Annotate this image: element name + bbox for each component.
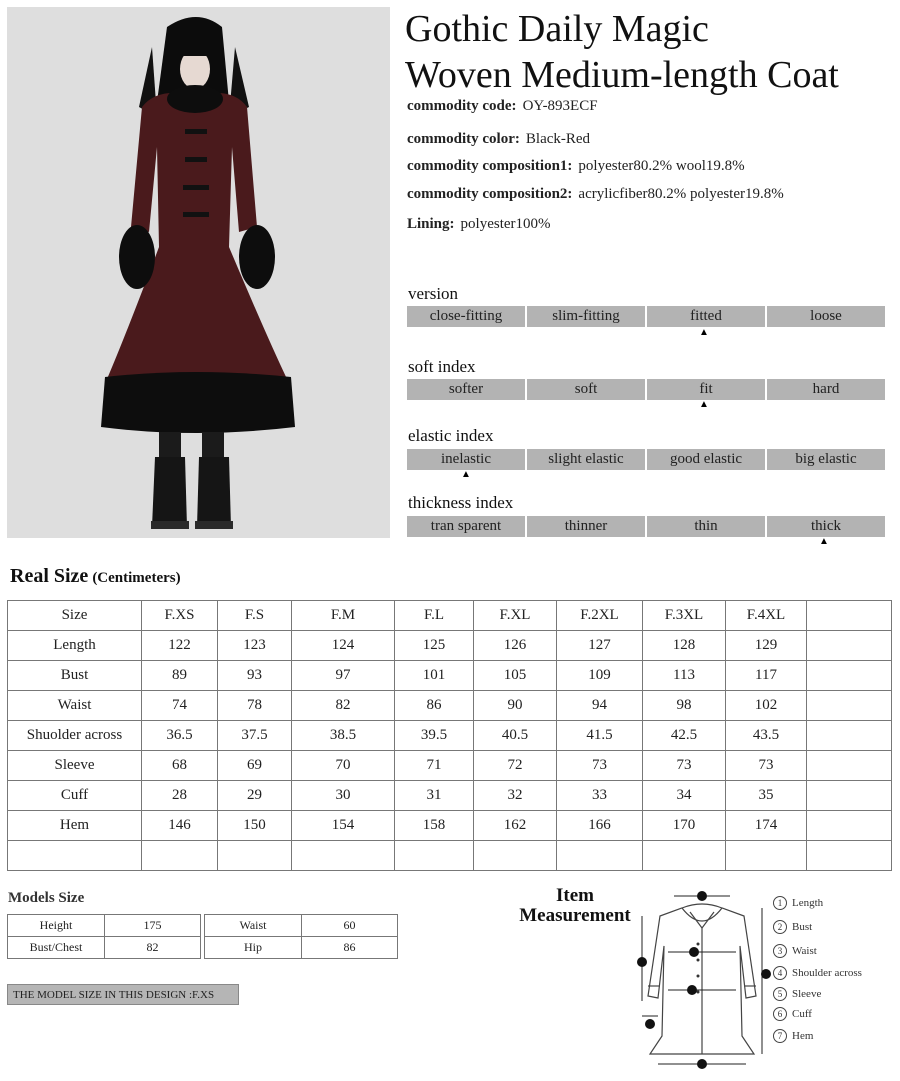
scale-option: loose xyxy=(767,306,885,327)
model-measure-label: Waist xyxy=(205,915,302,937)
size-header-cell: F.M xyxy=(292,601,395,631)
spec-value: acrylicfiber80.2% polyester19.8% xyxy=(578,186,784,202)
size-value-cell: 109 xyxy=(557,661,643,691)
scale-option: slight elastic xyxy=(527,449,645,470)
scale-option: fitted xyxy=(647,306,765,327)
size-value-cell xyxy=(292,841,395,871)
legend-sleeve xyxy=(773,987,821,1001)
thickness-index-scale xyxy=(407,516,885,537)
legend-number: 1 xyxy=(773,896,787,910)
legend-waist xyxy=(773,944,817,958)
size-value-cell: 162 xyxy=(474,811,557,841)
elastic-selected-marker: ▲ xyxy=(461,469,471,480)
size-value-cell: 68 xyxy=(142,751,218,781)
legend-label: Length xyxy=(792,897,824,909)
size-value-cell: 30 xyxy=(292,781,395,811)
size-value-cell: 126 xyxy=(474,631,557,661)
table-row xyxy=(8,661,892,691)
legend-hem xyxy=(773,1029,813,1043)
table-row xyxy=(205,915,398,937)
table-row xyxy=(8,937,201,959)
elastic-index-scale xyxy=(407,449,885,470)
spec-value: Black-Red xyxy=(525,131,591,147)
size-value-cell: 97 xyxy=(292,661,395,691)
size-value-cell xyxy=(807,661,892,691)
legend-number: 5 xyxy=(773,987,787,1001)
spec-label: Lining: xyxy=(407,216,455,232)
size-value-cell xyxy=(807,781,892,811)
spec-value: polyester100% xyxy=(460,216,551,232)
table-row xyxy=(8,721,892,751)
size-value-cell: 158 xyxy=(395,811,474,841)
size-value-cell: 125 xyxy=(395,631,474,661)
size-value-cell xyxy=(807,631,892,661)
size-value-cell: 35 xyxy=(726,781,807,811)
size-value-cell: 74 xyxy=(142,691,218,721)
legend-label: Cuff xyxy=(792,1008,812,1020)
table-row xyxy=(8,841,892,871)
size-value-cell: 117 xyxy=(726,661,807,691)
model-measure-value: 82 xyxy=(105,937,201,959)
size-value-cell: 102 xyxy=(726,691,807,721)
size-value-cell: 124 xyxy=(292,631,395,661)
table-row xyxy=(8,631,892,661)
size-header-cell: F.3XL xyxy=(643,601,726,631)
spec-value: OY-893ECF xyxy=(522,98,598,114)
size-value-cell: 113 xyxy=(643,661,726,691)
legend-bust xyxy=(773,920,812,934)
table-row xyxy=(8,781,892,811)
size-header-cell: F.XL xyxy=(474,601,557,631)
size-value-cell: 174 xyxy=(726,811,807,841)
scale-option: thinner xyxy=(527,516,645,537)
scale-option: thin xyxy=(647,516,765,537)
legend-number: 3 xyxy=(773,944,787,958)
version-index-label: version xyxy=(408,284,459,303)
model-measure-label: Bust/Chest xyxy=(8,937,105,959)
size-value-cell xyxy=(474,841,557,871)
scale-option: good elastic xyxy=(647,449,765,470)
size-header-cell: F.L xyxy=(395,601,474,631)
spec-label: commodity color: xyxy=(407,131,520,147)
spec-composition2 xyxy=(407,186,784,203)
size-value-cell: 89 xyxy=(142,661,218,691)
model-measure-value: 86 xyxy=(302,937,398,959)
size-header-row xyxy=(8,601,892,631)
model-measure-table-left xyxy=(7,914,201,959)
product-title xyxy=(405,6,897,98)
scale-option: slim-fitting xyxy=(527,306,645,327)
size-value-cell xyxy=(557,841,643,871)
product-title-line1: Gothic Daily Magic xyxy=(405,8,709,50)
size-value-cell: 73 xyxy=(726,751,807,781)
scale-option: big elastic xyxy=(767,449,885,470)
legend-label: Shoulder across xyxy=(792,967,862,979)
size-value-cell: 37.5 xyxy=(218,721,292,751)
table-row xyxy=(8,691,892,721)
scale-option: soft xyxy=(527,379,645,400)
measure-name-cell xyxy=(8,841,142,871)
measure-name-cell: Shuolder across xyxy=(8,721,142,751)
coat-outline-icon xyxy=(632,886,772,1076)
spec-composition1 xyxy=(407,158,745,175)
size-value-cell: 90 xyxy=(474,691,557,721)
soft-selected-marker: ▲ xyxy=(699,399,709,410)
spec-commodity-color xyxy=(407,131,590,148)
size-value-cell: 166 xyxy=(557,811,643,841)
measure-name-cell: Cuff xyxy=(8,781,142,811)
spec-label: commodity code: xyxy=(407,98,517,114)
legend-number: 6 xyxy=(773,1007,787,1021)
legend-shoulder xyxy=(773,966,862,980)
scale-option: softer xyxy=(407,379,525,400)
legend-label: Sleeve xyxy=(792,988,822,1000)
size-value-cell: 128 xyxy=(643,631,726,661)
size-value-cell xyxy=(807,751,892,781)
size-value-cell: 123 xyxy=(218,631,292,661)
soft-index-label: soft index xyxy=(408,357,476,376)
size-value-cell: 41.5 xyxy=(557,721,643,751)
measure-name-cell: Length xyxy=(8,631,142,661)
real-size-unit: (Centimeters) xyxy=(92,570,181,586)
spec-commodity-code xyxy=(407,98,598,115)
product-photo xyxy=(7,7,390,538)
coat-measurement-diagram xyxy=(632,886,772,1081)
size-value-cell: 150 xyxy=(218,811,292,841)
size-value-cell: 146 xyxy=(142,811,218,841)
scale-option: close-fitting xyxy=(407,306,525,327)
scale-option: hard xyxy=(767,379,885,400)
item-measurement-title-line1: Item xyxy=(556,885,594,906)
scale-option: fit xyxy=(647,379,765,400)
size-value-cell: 78 xyxy=(218,691,292,721)
spec-label: commodity composition1: xyxy=(407,158,573,174)
measure-name-cell: Hem xyxy=(8,811,142,841)
thickness-selected-marker: ▲ xyxy=(819,536,829,547)
size-table xyxy=(7,600,892,871)
size-value-cell xyxy=(807,721,892,751)
legend-length xyxy=(773,896,823,910)
size-header-cell: F.4XL xyxy=(726,601,807,631)
size-value-cell: 154 xyxy=(292,811,395,841)
table-row xyxy=(8,751,892,781)
product-title-line2: Woven Medium-length Coat xyxy=(405,54,839,96)
legend-number: 4 xyxy=(773,966,787,980)
size-value-cell: 94 xyxy=(557,691,643,721)
elastic-index-label: elastic index xyxy=(408,426,494,445)
table-row xyxy=(205,937,398,959)
size-value-cell: 69 xyxy=(218,751,292,781)
scale-option: thick xyxy=(767,516,885,537)
scale-option: tran sparent xyxy=(407,516,525,537)
size-value-cell: 129 xyxy=(726,631,807,661)
size-header-cell: F.XS xyxy=(142,601,218,631)
version-selected-marker: ▲ xyxy=(699,327,709,338)
size-value-cell xyxy=(726,841,807,871)
size-value-cell: 72 xyxy=(474,751,557,781)
size-value-cell: 73 xyxy=(643,751,726,781)
size-header-cell: F.S xyxy=(218,601,292,631)
size-value-cell: 73 xyxy=(557,751,643,781)
thickness-index-label: thickness index xyxy=(408,493,514,512)
item-measurement-title-line2: Measurement xyxy=(519,905,631,926)
scale-option: inelastic xyxy=(407,449,525,470)
size-value-cell xyxy=(807,841,892,871)
table-row xyxy=(8,811,892,841)
size-value-cell: 98 xyxy=(643,691,726,721)
size-value-cell: 29 xyxy=(218,781,292,811)
size-value-cell: 82 xyxy=(292,691,395,721)
size-value-cell xyxy=(395,841,474,871)
size-header-cell: F.2XL xyxy=(557,601,643,631)
size-value-cell: 43.5 xyxy=(726,721,807,751)
size-value-cell xyxy=(807,691,892,721)
model-measure-label: Hip xyxy=(205,937,302,959)
legend-cuff xyxy=(773,1007,812,1021)
table-row xyxy=(8,915,201,937)
size-value-cell xyxy=(643,841,726,871)
size-value-cell xyxy=(807,811,892,841)
spec-label: commodity composition2: xyxy=(407,186,573,202)
size-value-cell: 70 xyxy=(292,751,395,781)
size-value-cell: 170 xyxy=(643,811,726,841)
size-value-cell xyxy=(218,841,292,871)
size-value-cell: 105 xyxy=(474,661,557,691)
model-measure-label: Height xyxy=(8,915,105,937)
size-value-cell: 39.5 xyxy=(395,721,474,751)
spec-lining xyxy=(407,216,551,233)
legend-number: 7 xyxy=(773,1029,787,1043)
spec-value: polyester80.2% wool19.8% xyxy=(578,158,745,174)
measure-name-cell: Sleeve xyxy=(8,751,142,781)
model-measure-value: 60 xyxy=(302,915,398,937)
model-measure-value: 175 xyxy=(105,915,201,937)
version-index-scale xyxy=(407,306,885,327)
measure-name-cell: Waist xyxy=(8,691,142,721)
coat-model-illustration xyxy=(7,7,390,538)
real-size-title xyxy=(10,565,181,588)
real-size-heading: Real Size xyxy=(10,565,89,587)
size-header-cell: Size xyxy=(8,601,142,631)
size-value-cell: 32 xyxy=(474,781,557,811)
item-measurement-title xyxy=(500,886,650,926)
size-value-cell: 71 xyxy=(395,751,474,781)
size-value-cell: 36.5 xyxy=(142,721,218,751)
size-header-cell xyxy=(807,601,892,631)
size-value-cell: 40.5 xyxy=(474,721,557,751)
size-value-cell: 33 xyxy=(557,781,643,811)
models-size-title: Models Size xyxy=(8,890,85,906)
soft-index-scale xyxy=(407,379,885,400)
size-value-cell: 42.5 xyxy=(643,721,726,751)
size-value-cell xyxy=(142,841,218,871)
size-value-cell: 122 xyxy=(142,631,218,661)
size-value-cell: 93 xyxy=(218,661,292,691)
size-value-cell: 28 xyxy=(142,781,218,811)
legend-label: Bust xyxy=(792,921,813,933)
size-value-cell: 101 xyxy=(395,661,474,691)
size-value-cell: 31 xyxy=(395,781,474,811)
measure-name-cell: Bust xyxy=(8,661,142,691)
size-value-cell: 86 xyxy=(395,691,474,721)
size-value-cell: 127 xyxy=(557,631,643,661)
legend-number: 2 xyxy=(773,920,787,934)
size-value-cell: 34 xyxy=(643,781,726,811)
model-measure-table-right xyxy=(204,914,398,959)
legend-label: Waist xyxy=(792,945,817,957)
size-value-cell: 38.5 xyxy=(292,721,395,751)
model-size-note: THE MODEL SIZE IN THIS DESIGN :F.XS xyxy=(7,984,239,1005)
legend-label: Hem xyxy=(792,1030,814,1042)
